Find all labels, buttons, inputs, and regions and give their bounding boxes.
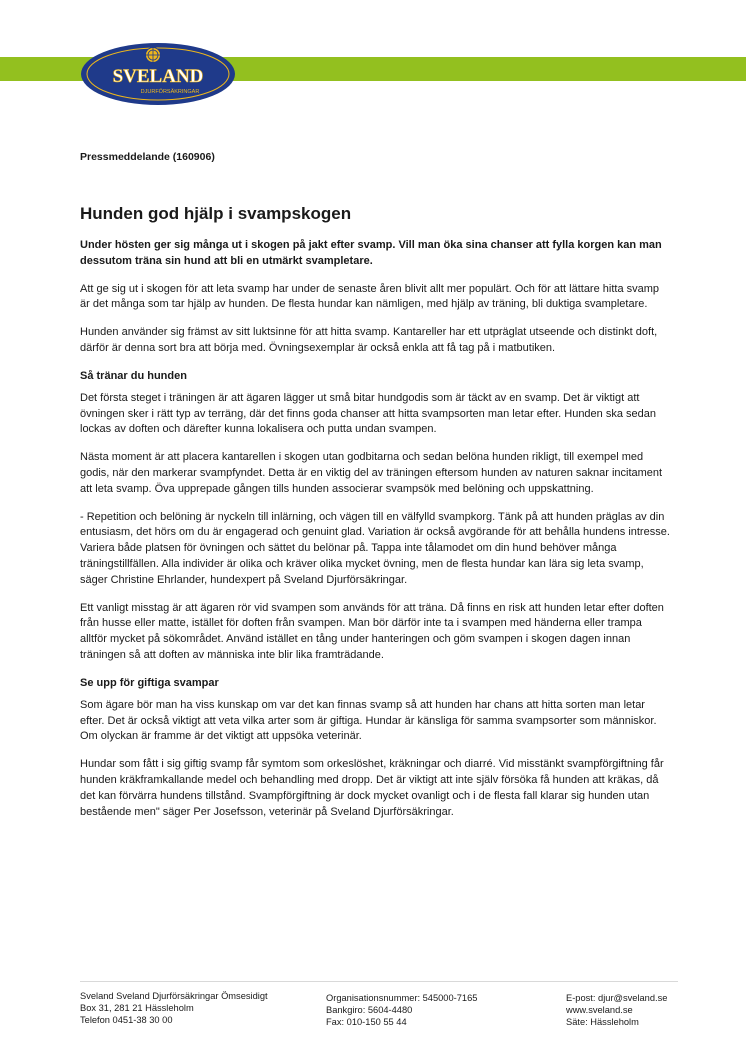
footer-website[interactable]: www.sveland.se [566, 1005, 633, 1015]
paragraph: Det första steget i träningen är att ägaren lägger ut små bitar hundgodis som är täckt av en svamp. Det är viktigt att övningen sker i rätt typ av terräng, där det finns goda chanser att hitta svampsorten man letar efter. Hunden ska sedan lockas av doften och därefter kunna lokalisera och putta undan svampen. [80, 391, 656, 436]
paragraph: - Repetition och belöning är nyckeln till inlärning, och vägen till en välfylld svampkorg. Tänk på att hunden präglas av din entusiasm, det hörs om du är engagerad och genuint glad. Variation är också avgörande för att behålla hundens intresse. Variera både platsen för övningen och sättet du belönar på. Tappa inte tålamodet om din hund behöver många träningstillfällen. Alla individer är olika och kräver olika mycket övning, men de flesta hundar kan lära sig leta svamp, säger Christine Ehrlander, hundexpert på Sveland Djurförsäkringar. [80, 510, 670, 586]
footer-bankgiro: Bankgiro: 5604-4480 [326, 1005, 413, 1015]
sveland-logo [80, 38, 236, 106]
paragraph: Som ägare bör man ha viss kunskap om var det kan finnas svamp så att hunden har chans att hitta sorten man letar efter. Det är också viktigt att veta vilka arter som är giftiga. Hundar är känsliga för samma svampsorter som människor. Om olyckan är framme är det viktigt att uppsöka veterinär. [80, 698, 657, 743]
footer-org-number: Organisationsnummer: 545000-7165 [326, 993, 478, 1003]
article-title: Hunden god hjälp i svampskogen [80, 204, 352, 223]
footer-company: Sveland Sveland Djurförsäkringar Ömsesidigt [80, 991, 268, 1001]
article [80, 204, 670, 832]
paragraph: Nästa moment är att placera kantarellen i skogen utan godbitarna och sedan belöna hunden rikligt, till exempel med godis, när den markerar svampfyndet. Detta är en viktig del av träningen eftersom hunden av naturen saknar incitament att leta svamp. Öva upprepade gången tills hunden associerar svampsök med belöning och uppskattning. [80, 451, 663, 495]
paragraph: Hundar som fått i sig giftig svamp får symtom som orkeslöshet, kräkningar och diarré. Vid misstänkt svampförgiftning får hunden kräkframkallande medel och behandling med dropp. Det är viktigt att inte själv försöka få hunden att kräkas, då det kan förvärra hundens tillstånd. Svampförgiftning är dock mycket ovanligt och i de flesta fall klarar sig hunden utan bestående men" säger Per Josefsson, veterinär på Sveland Djurförsäkringar. [80, 758, 664, 818]
press-release-label: Pressmeddelande (160906) [80, 151, 215, 163]
footer-phone: Telefon 0451-38 30 00 [80, 1015, 173, 1025]
paragraph: Ett vanligt misstag är att ägaren rör vid svampen som används för att träna. Då finns en risk att hunden letar efter doften från husse eller matte, istället för doften från svampen. Man bör därför inte ta i svampen med händerna eller trampa alltför mycket på sökområdet. Använd istället en tång under hanteringen och göm svampen i skogen dagen innan träningen så att doften av människa inte blir lika framträdande. [80, 601, 664, 661]
logo-tagline: DJURFÖRSÄKRINGAR [140, 89, 200, 95]
section-heading-poisonous: Se upp för giftiga svampar [80, 676, 219, 689]
footer-box: Box 31, 281 21 Hässleholm [80, 1003, 194, 1013]
section-heading-training: Så tränar du hunden [80, 369, 187, 382]
footer-divider [80, 981, 678, 982]
paragraph: Hunden använder sig främst av sitt luktsinne för att hitta svamp. Kantareller har ett utpräglat utseende och distinkt doft, därför är denna sort bra att börja med. Övningsexemplar är också enkla att få tag på i matbutiken. [80, 326, 658, 354]
footer-fax: Fax: 010-150 55 44 [326, 1017, 407, 1027]
footer-registration [326, 992, 477, 1028]
footer-seat: Säte: Hässleholm [566, 1017, 639, 1027]
article-lead: Under hösten ger sig många ut i skogen på jakt efter svamp. Vill man öka sina chanser att fylla korgen kan man dessutom träna sin hund att bli en utmärkt svampletare. [80, 239, 662, 267]
footer-contact [566, 992, 667, 1028]
logo-wordmark: SVELAND [112, 66, 204, 87]
paragraph: Att ge sig ut i skogen för att leta svamp har under de senaste åren blivit allt mer populärt. Och för att lättare hitta svamp är det många som tar hjälp av hunden. De flesta hundar kan nämligen, med hjälp av träning, bli duktiga svampletare. [80, 282, 660, 311]
footer-email[interactable]: E-post: djur@sveland.se [566, 993, 668, 1003]
footer-address [80, 990, 268, 1026]
